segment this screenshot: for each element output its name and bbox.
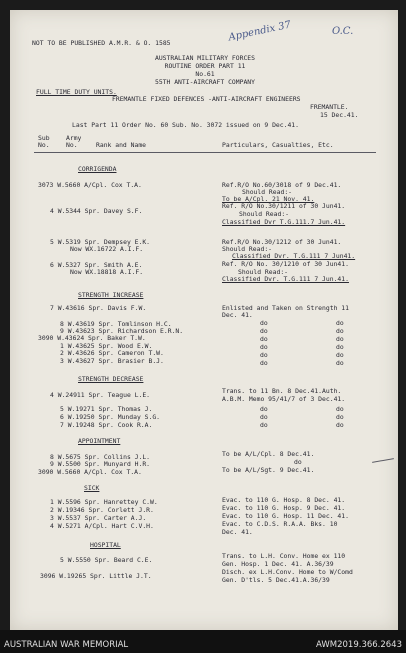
entry-row: 4 W.5271 A/Cpl. Hart C.V.H.	[50, 522, 154, 530]
particulars-text: Trans. to L.H. Conv. Home ex 110	[222, 552, 346, 560]
particulars-text: To be A/L/Sgt. 9 Dec.41.	[222, 466, 315, 474]
particulars-text: To be A/Cpl. 21 Nov. 41.	[222, 195, 315, 203]
particulars-text: Dec. 41.	[222, 311, 253, 319]
ditto-mark: do	[260, 343, 268, 351]
particulars-text: Ref. R/O No. 30/1210 of 30 Jun41.	[222, 260, 349, 268]
entry-row: 6 W.19250 Spr. Munday S.G.	[60, 413, 161, 421]
col-army: Army	[66, 134, 82, 142]
document-page	[10, 10, 398, 630]
particulars-text: Ref. R/O No.30/1211 of 30 Jun41.	[222, 202, 346, 210]
particulars-text: Evac. to 110 G. Hosp. 11 Dec. 41.	[222, 512, 349, 520]
particulars-text: Enlisted and Taken on Strength 11	[222, 304, 349, 312]
particulars-text: Should Read:-	[222, 245, 273, 253]
entry-row: 3 W.5537 Spr. Carter A.J.	[50, 514, 147, 522]
place: FREMANTLE.	[310, 103, 349, 111]
ditto-mark: do	[260, 421, 268, 429]
last-part-reference: Last Part 11 Order No. 60 Sub. No. 3072 issued on 9 Dec.41.	[72, 121, 300, 129]
col-sub-no: No.	[38, 141, 50, 149]
entry-row: 3090 W.5660 A/Cpl. Cox T.A.	[38, 468, 142, 476]
ditto-mark: do	[260, 335, 268, 343]
ditto-mark: do	[336, 343, 344, 351]
entry-row: 8 W.43619 Spr. Tomlinson H.C.	[60, 320, 172, 328]
entry-row: 1 W.5596 Spr. Hanrettey C.W.	[50, 498, 158, 506]
ditto-mark: do	[260, 351, 268, 359]
footer-accession-number: AWM2019.366.2643	[316, 640, 402, 650]
entry-row: 9 W.43623 Spr. Richardson E.R.N.	[60, 327, 184, 335]
entry-row: 7 W.43616 Spr. Davis F.W.	[50, 304, 147, 312]
not-published-note: NOT TO BE PUBLISHED A.M.R. & O. 1585	[32, 39, 171, 47]
entry-row: 3073 W.5660 A/Cpl. Cox T.A.	[38, 181, 142, 189]
section-strength-decrease: STRENGTH DECREASE	[78, 375, 144, 383]
entry-row: 3096 W.19265 Spr. Little J.T.	[40, 572, 152, 580]
forces-heading: AUSTRALIAN MILITARY FORCES	[154, 54, 256, 62]
ditto-mark: do	[260, 319, 268, 327]
particulars-text: Disch. ex L.H.Conv. Home to W/Comd	[222, 568, 353, 576]
entry-row: 5 W.5319 Spr. Dempsey E.K.	[50, 238, 151, 246]
ditto-mark: do	[260, 405, 268, 413]
particulars-text: Ref.R/O No.30/1212 of 30 Jun41.	[222, 238, 342, 246]
particulars-text: To be A/L/Cpl. 8 Dec.41.	[222, 450, 315, 458]
ditto-mark: do	[260, 359, 268, 367]
ditto-mark: do	[336, 413, 344, 421]
section-hospital: HOSPITAL	[90, 541, 121, 549]
entry-row: Now WX.18818 A.I.F.	[70, 268, 144, 276]
unit-name: FREMANTLE FIXED DEFENCES -ANTI-AIRCRAFT ENGINEERS	[112, 95, 301, 103]
ditto-mark: do	[336, 421, 344, 429]
section-corrigenda: CORRIGENDA	[78, 165, 117, 173]
ditto-mark: do	[336, 319, 344, 327]
col-sub: Sub	[38, 134, 50, 142]
order-number: No.61	[195, 70, 215, 78]
ditto-mark: do	[260, 327, 268, 335]
ditto-mark: do	[260, 413, 268, 421]
particulars-text: Classified Dvr. T.G.111 7 Jun41.	[232, 252, 356, 260]
particulars-text: Trans. to 11 Bn. 8 Dec.41.Auth.	[222, 387, 342, 395]
col-rank-name: Rank and Name	[96, 141, 147, 149]
particulars-text: Gen. D'tls. 5 Dec.41.A.36/39	[222, 576, 330, 584]
footer-institution: AUSTRALIAN WAR MEMORIAL	[4, 640, 129, 650]
entry-row: 5 W.19271 Spr. Thomas J.	[60, 405, 153, 413]
entry-row: 6 W.5327 Spr. Smith A.E.	[50, 261, 143, 269]
particulars-text: A.B.M. Memo 95/41/7 of 3 Dec.41.	[222, 395, 346, 403]
ditto-mark: do	[336, 327, 344, 335]
handwritten-appendix: Appendix 37	[227, 19, 292, 44]
order-date: 15 Dec.41.	[320, 111, 359, 119]
entry-row: 4 W.5344 Spr. Davey S.F.	[50, 207, 143, 215]
ditto-mark: do	[336, 351, 344, 359]
particulars-text: Evac. to 110 G. Hosp. 8 Dec. 41.	[222, 496, 346, 504]
entry-row: 5 W.5550 Spr. Beard C.E.	[60, 556, 153, 564]
particulars-text: Evac. to 110 G. Hosp. 9 Dec. 41.	[222, 504, 346, 512]
particulars-text: Evac. to C.D.S. R.A.A. Bks. 10	[222, 520, 338, 528]
particulars-text: Should Read:-	[238, 268, 289, 276]
entry-row: 4 W.24911 Spr. Teague L.E.	[50, 391, 151, 399]
entry-row: 2 W.19346 Spr. Corlett J.R.	[50, 506, 154, 514]
col-army-no: No.	[66, 141, 78, 149]
entry-row: 1 W.43625 Spr. Wood E.W.	[60, 342, 153, 350]
particulars-text: Ref.R/O No.60/3018 of 9 Dec.41.	[222, 181, 342, 189]
entry-row: 8 W.5675 Spr. Collins J.L.	[50, 453, 151, 461]
header-rule	[34, 152, 376, 153]
particulars-text: Classified Dvr T.G.111.7 Jun.41.	[222, 218, 346, 226]
section-appointment: APPOINTMENT	[78, 437, 121, 445]
company-heading: 55TH ANTI-AIRCRAFT COMPANY	[154, 78, 256, 86]
particulars-text: Dec. 41.	[222, 528, 253, 536]
ditto-mark: do	[336, 405, 344, 413]
full-time-units: FULL TIME DUTY UNITS.	[36, 88, 117, 96]
entry-row: 3 W.43627 Spr. Brasier B.J.	[60, 357, 164, 365]
col-particulars: Particulars, Casualties, Etc.	[222, 141, 334, 149]
ditto-mark: do	[294, 458, 302, 466]
entry-row: 7 W.19248 Spr. Cook R.A.	[60, 421, 153, 429]
entry-row: 2 W.43626 Spr. Cameron T.W.	[60, 349, 164, 357]
entry-row: Now WX.16722 A.I.F.	[70, 245, 144, 253]
footer-bar	[0, 630, 406, 653]
ditto-mark: do	[336, 359, 344, 367]
particulars-text: Should Read:-	[242, 188, 293, 196]
entry-row: 3090 W.43624 Spr. Baker T.W.	[38, 334, 146, 342]
particulars-text: Classified Dvr. T.G.111 7 Jun.41.	[222, 275, 349, 283]
section-sick: SICK	[84, 484, 100, 492]
particulars-text: Should Read:-	[239, 210, 290, 218]
handwritten-oc: O.C.	[332, 26, 354, 37]
pen-mark	[372, 458, 394, 463]
particulars-text: Gen. Hosp. 1 Dec. 41. A.36/39	[222, 560, 334, 568]
ditto-mark: do	[336, 335, 344, 343]
routine-order-heading: ROUTINE ORDER PART 11	[164, 62, 246, 70]
section-strength-increase: STRENGTH INCREASE	[78, 291, 144, 299]
entry-row: 9 W.5500 Spr. Munyard H.R.	[50, 460, 151, 468]
